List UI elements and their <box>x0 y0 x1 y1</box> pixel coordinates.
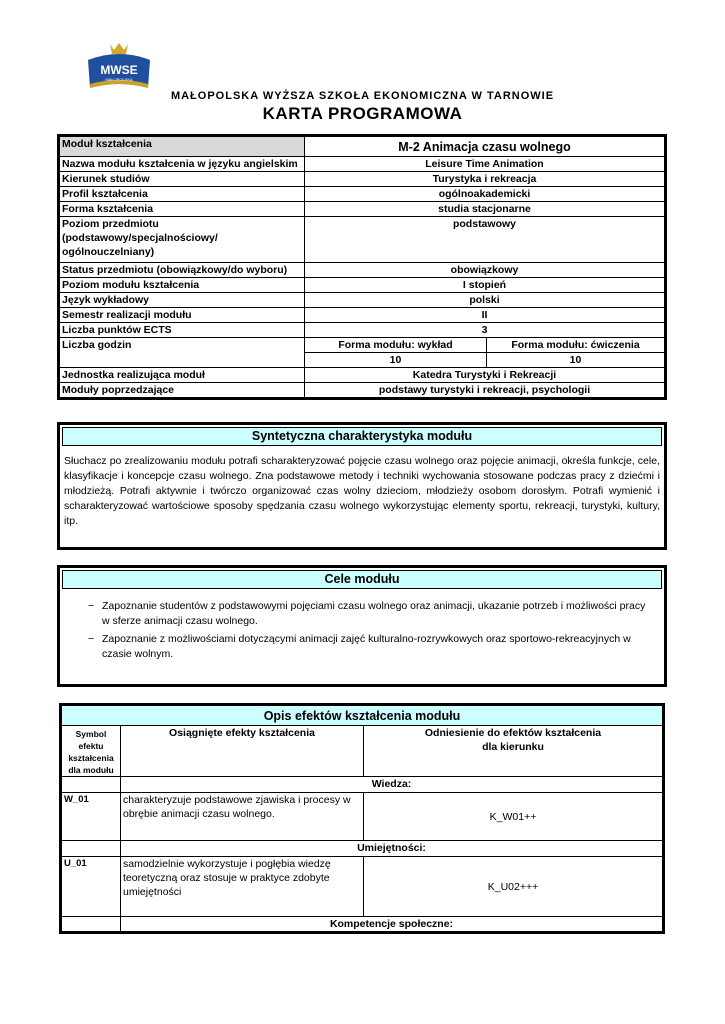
effect-reference: K_U02+++ <box>364 857 664 917</box>
effect-text: samodzielnie wykorzystuje i pogłębia wiedzę teoretyczną oraz stosuje w praktyce zdobyte umiejętności <box>121 857 364 917</box>
list-item <box>88 599 654 629</box>
level-label-line: (podstawowy/specjalnościowy/ <box>62 232 218 244</box>
col-symbol-line: dla modułu <box>68 765 114 775</box>
table-row <box>59 217 666 263</box>
col-symbol <box>61 726 121 777</box>
row-value: ogólnoakademicki <box>305 187 666 202</box>
row-value: Katedra Turystyki i Rekreacji <box>305 368 666 383</box>
table-row <box>59 187 666 202</box>
section-knowledge: Wiedza: <box>121 777 664 793</box>
row-label: Profil kształcenia <box>59 187 305 202</box>
effect-code: U_01 <box>61 857 121 917</box>
table-row <box>59 368 666 383</box>
table-row <box>59 263 666 278</box>
level-label-line: ogólnouczelniany) <box>62 246 155 258</box>
synthesis-title: Syntetyczna charakterystyka modułu <box>62 427 662 446</box>
col-reference-line: Odniesienie do efektów kształcenia <box>424 727 602 739</box>
effects-title: Opis efektów kształcenia modułu <box>61 705 664 726</box>
goal-text: Zapoznanie z możliwościami dotyczącymi animacji zajęć kulturalno-rozrywkowych oraz sportowo-rekreacyjnych w czasie wolnym. <box>102 633 631 660</box>
row-label: Semestr realizacji modułu <box>59 308 305 323</box>
col-symbol-line: efektu <box>78 741 104 751</box>
effect-code: W_01 <box>61 793 121 841</box>
col-symbol-line: Symbol <box>75 729 107 739</box>
logo-subtext: MAŁOPOLSKA <box>105 77 133 82</box>
effects-column-row <box>61 726 664 777</box>
hours-lecture-value: 10 <box>305 353 487 368</box>
col-symbol-line: kształcenia <box>68 753 114 763</box>
goals-section <box>57 565 667 687</box>
row-value: podstawy turystyki i rekreacji, psychologii <box>305 383 666 399</box>
dash-bullet: − <box>88 600 95 612</box>
school-logo <box>86 40 152 92</box>
level-label-line: Poziom przedmiotu <box>62 218 159 230</box>
table-row <box>59 383 666 399</box>
row-label: Język wykładowy <box>59 293 305 308</box>
row-label: Status przedmiotu (obowiązkowy/do wyboru) <box>59 263 305 278</box>
dash-bullet: − <box>88 633 95 645</box>
module-value: M-2 Animacja czasu wolnego <box>305 136 666 157</box>
hours-exercise-value: 10 <box>487 353 666 368</box>
col-reference <box>364 726 664 777</box>
table-row <box>61 857 664 917</box>
effects-table <box>59 703 665 934</box>
hours-label: Liczba godzin <box>59 338 305 368</box>
synthesis-section <box>57 422 667 550</box>
row-value: studia stacjonarne <box>305 202 666 217</box>
row-label: Liczba punktów ECTS <box>59 323 305 338</box>
table-row <box>59 157 666 172</box>
table-row <box>59 308 666 323</box>
row-value: I stopień <box>305 278 666 293</box>
logo-text: MWSE <box>100 63 138 77</box>
row-label <box>59 217 305 263</box>
row-value: obowiązkowy <box>305 263 666 278</box>
section-skills: Umiejętności: <box>121 841 664 857</box>
document-title: KARTA PROGRAMOWA <box>262 104 463 123</box>
row-value: polski <box>305 293 666 308</box>
table-row <box>59 323 666 338</box>
section-row <box>61 917 664 933</box>
effects-header-row <box>61 705 664 726</box>
row-value: 3 <box>305 323 666 338</box>
section-row <box>61 777 664 793</box>
hours-lecture-label: Forma modułu: wykład <box>305 338 487 353</box>
table-row <box>61 793 664 841</box>
goals-list <box>60 589 664 662</box>
col-effects: Osiągnięte efekty kształcenia <box>121 726 364 777</box>
module-row <box>59 136 666 157</box>
col-reference-line: dla kierunku <box>482 741 544 753</box>
row-value: Leisure Time Animation <box>305 157 666 172</box>
row-label: Poziom modułu kształcenia <box>59 278 305 293</box>
table-row <box>59 278 666 293</box>
row-value: II <box>305 308 666 323</box>
row-label: Kierunek studiów <box>59 172 305 187</box>
row-label: Jednostka realizująca moduł <box>59 368 305 383</box>
row-label: Moduły poprzedzające <box>59 383 305 399</box>
row-label: Nazwa modułu kształcenia w języku angielskim <box>59 157 305 172</box>
section-row <box>61 841 664 857</box>
module-label: Moduł kształcenia <box>59 136 305 157</box>
table-row <box>59 338 666 353</box>
institution-name: MAŁOPOLSKA WYŻSZA SZKOŁA EKONOMICZNA W TARNOWIE <box>170 90 555 102</box>
hours-exercise-label: Forma modułu: ćwiczenia <box>487 338 666 353</box>
row-label: Forma kształcenia <box>59 202 305 217</box>
goal-text: Zapoznanie studentów z podstawowymi pojęciami czasu wolnego oraz animacji, ukazanie potrzeb i możliwości pracy w sferze animacji czasu wolnego. <box>102 600 646 627</box>
synthesis-text: Słuchacz po zrealizowaniu modułu potrafi scharakteryzować pojęcie czasu wolnego oraz pojęcie animacji, określa funkcje, cele, klasyfikacje i koncepcje czasu wolnego. Zna podstawowe metody i techniki wychowania stosowane podczas pracy z dziećmi i młodzieżą. Potrafi aktywnie i twórczo organizować czas wolny dzieciom, młodzieży osobom dorosłym. Potrafi wymienić i scharakteryzować wartościowe sposoby spędzania czasu wolnego wykorzystując elementy sportu, rekreacji, turystyki, kultury, itp. <box>64 455 660 527</box>
table-row <box>59 293 666 308</box>
effect-text: charakteryzuje podstawowe zjawiska i procesy w obrębie animacji czasu wolnego. <box>121 793 364 841</box>
table-row <box>59 172 666 187</box>
section-competences: Kompetencje społeczne: <box>121 917 664 933</box>
module-info-table <box>57 134 667 400</box>
effect-reference: K_W01++ <box>364 793 664 841</box>
list-item <box>88 632 654 662</box>
row-value: podstawowy <box>305 217 666 263</box>
goals-title: Cele modułu <box>62 570 662 589</box>
table-row <box>59 202 666 217</box>
row-value: Turystyka i rekreacja <box>305 172 666 187</box>
